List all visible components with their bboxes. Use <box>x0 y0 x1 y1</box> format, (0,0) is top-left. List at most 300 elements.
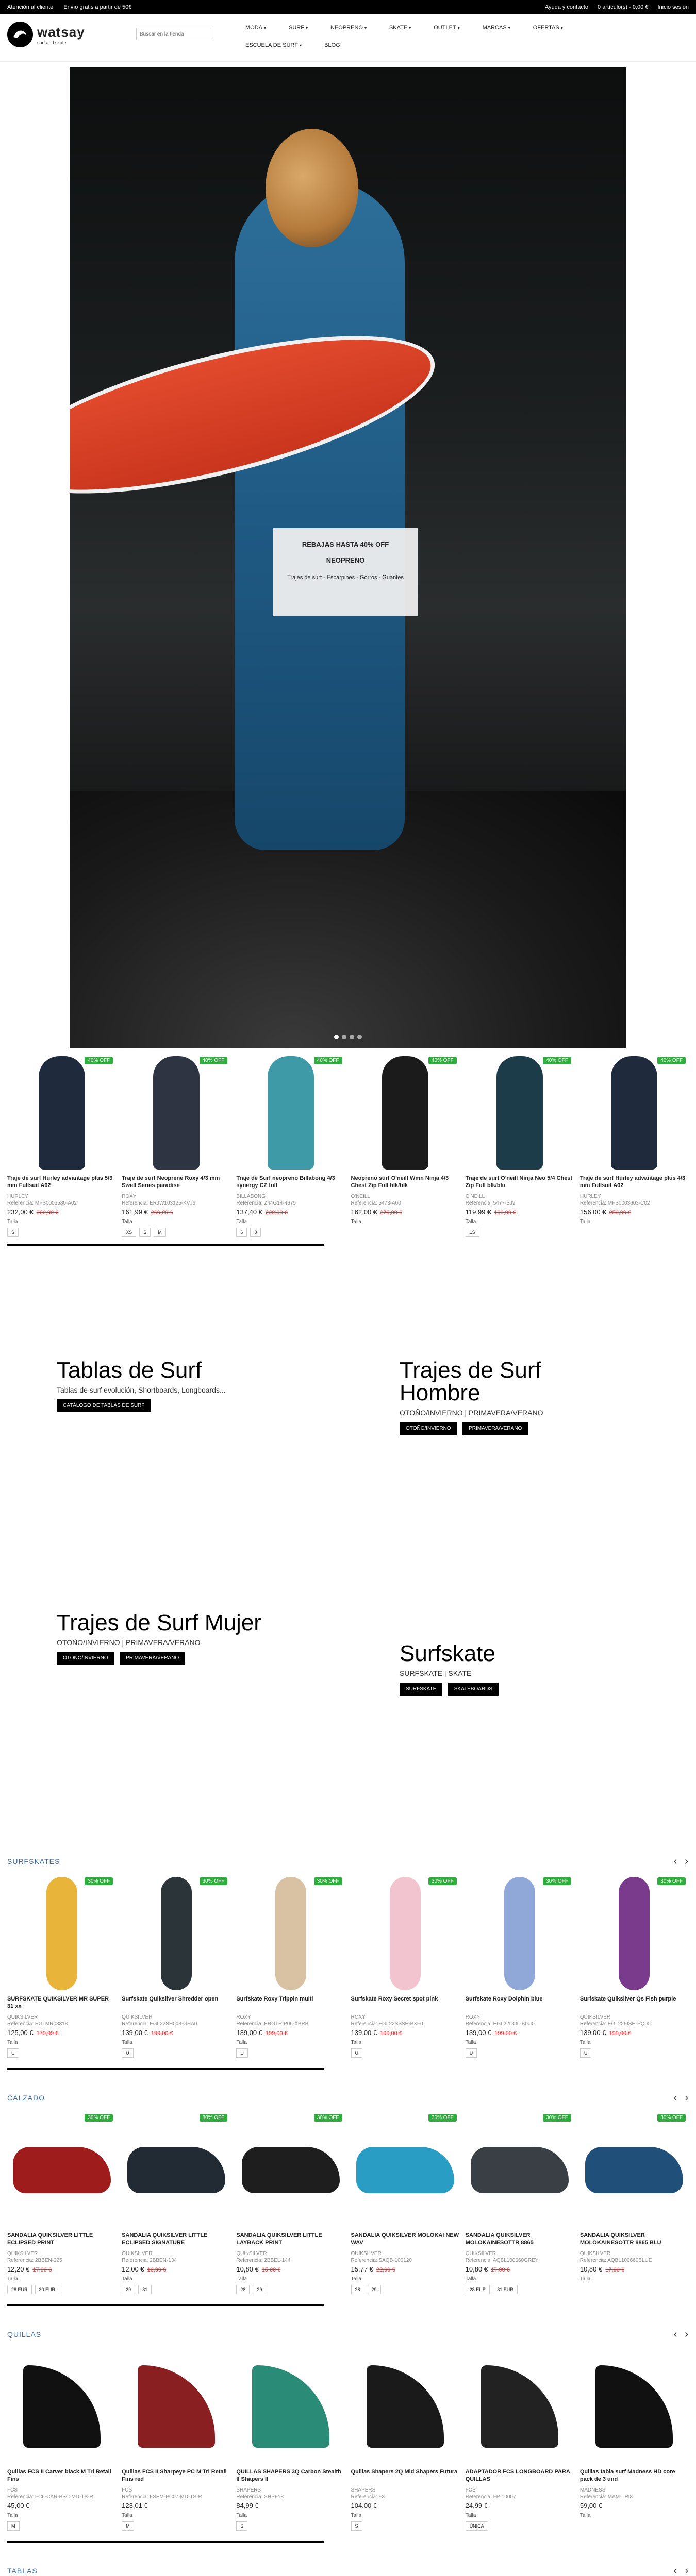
product-price: 45,00 € <box>7 2502 30 2510</box>
product-name[interactable]: SANDALIA QUIKSILVER LITTLE ECLIPSED SIGNATURE <box>122 2232 208 2246</box>
men-spring-summer-button[interactable]: PRIMAVERA/VERANO <box>462 1422 528 1435</box>
login-link[interactable]: Inicio sesión <box>657 4 689 10</box>
chevron-down-icon: ▾ <box>508 26 510 30</box>
wetsuit-products <box>0 1054 696 1246</box>
prev-arrow-icon[interactable]: ‹ <box>673 1855 678 1867</box>
size-option[interactable]: 28 <box>351 2285 364 2294</box>
product-old-price: 199,00 € <box>265 2030 288 2037</box>
product-name[interactable]: SANDALIA QUIKSILVER MOLOKAINESOTTR 8865 BLU <box>579 2232 661 2246</box>
size-options <box>466 2521 574 2531</box>
hero-promo-box[interactable] <box>273 528 418 616</box>
product-image[interactable] <box>122 1054 230 1172</box>
product-image[interactable] <box>580 1874 689 1993</box>
product-reference: Referencia: SAQB-100120 <box>351 2258 412 2263</box>
size-option[interactable]: 28 EUR <box>466 2285 490 2294</box>
prev-arrow-icon[interactable]: ‹ <box>673 2565 678 2576</box>
product-photo <box>138 2365 215 2448</box>
product-image[interactable] <box>351 1054 460 1172</box>
product-price: 10,80 € <box>579 2265 603 2273</box>
carousel-progress-bar <box>7 2304 324 2306</box>
product-image[interactable] <box>236 1054 345 1172</box>
product-price: 137,40 € <box>236 1208 262 1216</box>
product-card[interactable] <box>580 1054 689 1237</box>
product-card[interactable] <box>466 1054 574 1237</box>
size-label: Talla <box>122 2040 132 2045</box>
product-image[interactable] <box>7 2111 116 2229</box>
product-card[interactable] <box>7 2347 116 2531</box>
product-brand: BILLABONG <box>236 1194 266 1199</box>
product-card[interactable] <box>122 1054 230 1237</box>
next-arrow-icon[interactable]: › <box>685 2092 689 2104</box>
product-card[interactable] <box>7 1054 116 1237</box>
product-reference: Referencia: F3 <box>351 2494 385 2500</box>
price-block <box>580 2265 689 2273</box>
discount-badge: 40% OFF <box>314 1057 342 1064</box>
nav-item[interactable] <box>234 39 313 57</box>
product-brand: FCS <box>122 2487 132 2493</box>
product-name[interactable]: Surfskate Quiksilver Qs Fish purple <box>579 1996 676 2002</box>
price-block <box>466 1208 574 1216</box>
product-card[interactable] <box>122 1874 230 2058</box>
cart-link[interactable]: 0 artículo(s) - 0,00 € <box>598 4 649 10</box>
price-block <box>7 2502 116 2510</box>
next-arrow-icon[interactable]: › <box>685 2565 689 2576</box>
price-block <box>580 2502 689 2510</box>
product-name[interactable]: Quillas FCS II Sharpeye PC M Tri Retail Fins red <box>122 2469 227 2482</box>
product-price: 15,77 € <box>351 2265 373 2273</box>
product-name[interactable]: ADAPTADOR FCS LONGBOARD PARA QUILLAS <box>465 2469 570 2482</box>
section-title: TABLAS <box>7 2567 38 2575</box>
product-image[interactable] <box>122 2347 230 2466</box>
product-image[interactable] <box>122 1874 230 1993</box>
size-option[interactable]: U <box>580 2048 592 2058</box>
product-brand: QUIKSILVER <box>7 2014 38 2020</box>
category-men-wetsuits[interactable] <box>400 1359 616 1435</box>
product-image[interactable] <box>466 1874 574 1993</box>
surfskate-button[interactable]: SURFSKATE <box>400 1683 442 1696</box>
size-option[interactable]: 31 <box>138 2285 152 2294</box>
product-image[interactable] <box>466 2347 574 2466</box>
product-card[interactable] <box>236 1054 345 1237</box>
product-brand: SHAPERS <box>236 2487 261 2493</box>
size-option[interactable]: U <box>466 2048 477 2058</box>
product-photo <box>161 1877 192 1990</box>
product-reference: Referencia: SHPF18 <box>236 2494 284 2500</box>
nav-item[interactable] <box>422 22 471 39</box>
price-block <box>580 2029 689 2037</box>
size-option[interactable]: 29 <box>368 2285 381 2294</box>
product-image[interactable] <box>466 2111 574 2229</box>
size-options <box>7 2285 116 2294</box>
product-name[interactable]: Traje de surf O'neill Ninja Neo 5/4 Chest Zip Full blk/blu <box>465 1175 573 1189</box>
product-price: 139,00 € <box>579 2029 606 2037</box>
product-name[interactable]: Traje de surf Neoprene Roxy 4/3 mm Swell Series paradise <box>122 1175 220 1189</box>
size-label: Talla <box>351 2040 362 2045</box>
product-brand: HURLEY <box>7 1194 28 1199</box>
category-subtitle: Tablas de surf evolución, Shortboards, Longboards... <box>57 1386 226 1394</box>
product-name[interactable]: Traje de Surf neopreno Billabong 4/3 synergy CZ full <box>236 1175 335 1189</box>
product-photo <box>382 1056 428 1170</box>
women-spring-summer-button[interactable]: PRIMAVERA/VERANO <box>120 1652 185 1665</box>
nav-item[interactable] <box>471 22 522 39</box>
nav-item[interactable] <box>234 22 277 39</box>
product-brand: FCS <box>7 2487 18 2493</box>
product-card[interactable] <box>122 2347 230 2531</box>
carousel-dots <box>334 1035 362 1039</box>
product-name[interactable]: Traje de surf Hurley advantage plus 5/3 mm Fullsuit A02 <box>7 1175 113 1189</box>
product-brand: ROXY <box>122 1194 137 1199</box>
size-options <box>466 1228 574 1237</box>
product-card[interactable] <box>466 2111 574 2294</box>
size-label: Talla <box>465 2040 476 2045</box>
product-card[interactable] <box>236 1874 345 2058</box>
product-image[interactable] <box>7 2347 116 2466</box>
product-brand: QUIKSILVER <box>351 2251 382 2257</box>
product-name[interactable]: SANDALIA QUIKSILVER MOLOKAI NEW WAV <box>351 2232 459 2246</box>
product-name[interactable]: SANDALIA QUIKSILVER LITTLE LAYBACK PRINT <box>236 2232 322 2246</box>
size-option[interactable]: U <box>236 2048 248 2058</box>
skateboards-button[interactable]: SKATEBOARDS <box>448 1683 499 1696</box>
product-photo <box>471 2147 569 2193</box>
product-image[interactable] <box>351 2111 460 2229</box>
price-block <box>7 2029 116 2037</box>
size-option[interactable]: 6 <box>236 1228 247 1237</box>
product-reference: Referencia: 5477-SJ9 <box>465 1200 516 1206</box>
product-reference: Referencia: MAM-TRI3 <box>579 2494 633 2500</box>
main-nav <box>234 22 647 57</box>
discount-badge: 40% OFF <box>85 1057 113 1064</box>
size-option[interactable]: M <box>7 2521 20 2531</box>
product-photo <box>496 1056 543 1170</box>
size-option[interactable]: 1S <box>466 1228 479 1237</box>
nav-item-label: ESCUELA DE SURF <box>245 42 299 48</box>
product-name[interactable]: Quillas Shapers 2Q Mid Shapers Futura <box>351 2469 458 2475</box>
product-name[interactable]: SANDALIA QUIKSILVER MOLOKAINESOTTR 8865 <box>465 2232 534 2246</box>
product-reference: Referencia: 2BBEN-134 <box>122 2258 177 2263</box>
section-title: QUILLAS <box>7 2330 42 2338</box>
product-name[interactable]: Surfskate Roxy Secret spot pink <box>351 1996 438 2002</box>
product-image[interactable] <box>351 1874 460 1993</box>
price-block <box>122 2502 230 2510</box>
product-reference: Referencia: ERJW103125-KVJ6 <box>122 1200 196 1206</box>
price-block <box>351 2265 460 2273</box>
product-reference: Referencia: EGL22DOL-BGJ0 <box>465 2021 535 2027</box>
product-brand: QUIKSILVER <box>579 2014 611 2020</box>
product-image[interactable] <box>122 2111 230 2229</box>
product-image[interactable] <box>351 2347 460 2466</box>
product-photo <box>356 2147 454 2193</box>
product-reference: Referencia: 5473-A00 <box>351 1200 401 1206</box>
category-women-wetsuits[interactable] <box>57 1612 314 1665</box>
product-old-price: 199,99 € <box>494 1210 517 1216</box>
carousel-dot[interactable] <box>357 1035 362 1039</box>
chevron-down-icon: ▾ <box>305 26 308 30</box>
size-options <box>351 2285 460 2294</box>
product-photo <box>127 2147 225 2193</box>
category-title: Trajes de Surf Hombre <box>400 1358 541 1405</box>
carousel-dot[interactable] <box>342 1035 346 1039</box>
size-option[interactable]: ÚNICA <box>466 2521 488 2531</box>
size-options <box>236 1228 345 1237</box>
nav-item-label: NEOPRENO <box>330 25 363 31</box>
nav-item[interactable] <box>378 22 422 39</box>
product-name[interactable]: Quillas tabla surf Madness HD core pack de 3 und <box>579 2469 675 2482</box>
product-price: 162,00 € <box>351 1208 377 1216</box>
discount-badge: 30% OFF <box>428 2114 457 2122</box>
product-reference: Referencia: MFS0003603-C02 <box>579 1200 650 1206</box>
price-block <box>236 2502 345 2510</box>
size-option[interactable]: U <box>7 2048 19 2058</box>
section-title: SURFSKATES <box>7 1857 60 1866</box>
discount-badge: 30% OFF <box>85 2114 113 2122</box>
chevron-down-icon: ▾ <box>457 26 460 30</box>
category-banners <box>0 1246 696 1854</box>
product-price: 123,01 € <box>122 2502 148 2510</box>
product-photo <box>619 1877 650 1990</box>
size-option[interactable]: XS <box>122 1228 136 1237</box>
category-title: Surfskate <box>400 1641 495 1666</box>
product-photo <box>275 1877 306 1990</box>
product-photo <box>46 1877 77 1990</box>
product-image[interactable] <box>580 2111 689 2229</box>
product-price: 10,80 € <box>465 2265 488 2273</box>
women-autumn-winter-button[interactable]: OTOÑO/INVIERNO <box>57 1652 114 1665</box>
next-arrow-icon[interactable]: › <box>685 2328 689 2340</box>
product-price: 10,80 € <box>236 2265 259 2273</box>
product-card[interactable] <box>7 1874 116 2058</box>
size-label: Talla <box>122 1219 132 1225</box>
size-label: Talla <box>236 2040 247 2045</box>
size-option[interactable]: 28 <box>236 2285 250 2294</box>
product-old-price: 22,00 € <box>376 2267 395 2273</box>
product-card[interactable] <box>580 1874 689 2058</box>
prev-arrow-icon[interactable]: ‹ <box>673 2328 678 2340</box>
product-name[interactable]: Surfskate Roxy Trippin multi <box>236 1996 313 2002</box>
product-photo <box>504 1877 535 1990</box>
brand-tagline: surf and skate <box>37 40 67 45</box>
product-old-price: 199,00 € <box>380 2030 402 2037</box>
product-card[interactable] <box>351 2347 460 2531</box>
product-photo <box>252 2365 329 2448</box>
size-option[interactable]: U <box>122 2048 134 2058</box>
price-block <box>122 2029 230 2037</box>
product-card[interactable] <box>7 2111 116 2294</box>
product-reference: Referencia: Z44G14-4675 <box>236 1200 296 1206</box>
product-price: 156,00 € <box>579 1208 606 1216</box>
shipping-notice: Envío gratis a partir de 50€ <box>63 4 132 10</box>
category-title: Trajes de Surf Mujer <box>57 1610 261 1635</box>
product-image[interactable] <box>466 1054 574 1172</box>
size-option[interactable]: 29 <box>122 2285 135 2294</box>
size-label: Talla <box>579 2513 591 2518</box>
product-name[interactable]: Neopreno surf O'neill Wmn Ninja 4/3 Chest Zip Full blk/blk <box>351 1175 449 1189</box>
product-card[interactable] <box>351 2111 460 2294</box>
product-brand: QUIKSILVER <box>7 2251 38 2257</box>
help-link[interactable]: Atención al cliente <box>7 4 54 10</box>
product-price: 84,99 € <box>236 2502 259 2510</box>
size-label: Talla <box>7 1219 18 1225</box>
hero-promo-links[interactable]: Trajes de surf - Escarpines - Gorros - Guantes <box>287 574 404 581</box>
product-image[interactable] <box>7 1054 116 1172</box>
product-image[interactable] <box>580 1054 689 1172</box>
nav-item[interactable] <box>313 39 352 57</box>
size-label: Talla <box>579 2040 591 2045</box>
size-options <box>7 2521 116 2531</box>
product-name[interactable]: SURFSKATE QUIKSILVER MR SUPER 31 xx <box>7 1996 109 2009</box>
product-reference: Referencia: EGLMR03318 <box>7 2021 68 2027</box>
men-autumn-winter-button[interactable]: OTOÑO/INVIERNO <box>400 1422 457 1435</box>
product-brand: SHAPERS <box>351 2487 376 2493</box>
size-label: Talla <box>122 2513 132 2518</box>
nav-item[interactable] <box>277 22 319 39</box>
product-old-price: 17,00 € <box>605 2267 624 2273</box>
product-reference: Referencia: EGL22FISH-PQ00 <box>579 2021 651 2027</box>
product-price: 139,00 € <box>465 2029 492 2037</box>
size-option[interactable]: S <box>139 1228 151 1237</box>
size-option[interactable]: S <box>7 1228 19 1237</box>
product-brand: ROXY <box>465 2014 480 2020</box>
product-brand: HURLEY <box>579 1194 601 1199</box>
discount-badge: 30% OFF <box>314 2114 342 2122</box>
product-image[interactable] <box>236 2111 345 2229</box>
size-options <box>466 2048 574 2058</box>
price-block <box>351 1208 460 1216</box>
nav-item[interactable] <box>522 22 574 39</box>
product-name[interactable]: SANDALIA QUIKSILVER LITTLE ECLIPSED PRINT <box>7 2232 93 2246</box>
size-label: Talla <box>351 2276 362 2282</box>
nav-item-label: SURF <box>289 25 304 31</box>
product-card[interactable] <box>466 1874 574 2058</box>
nav-item-label: OFERTAS <box>533 25 559 31</box>
search-input[interactable] <box>136 28 213 40</box>
size-label: Talla <box>465 2513 476 2518</box>
site-logo[interactable] <box>7 22 136 47</box>
discount-badge: 30% OFF <box>657 2114 686 2122</box>
category-subtitle: OTOÑO/INVIERNO | PRIMAVERA/VERANO <box>57 1638 201 1647</box>
footwear-section <box>0 2090 696 2306</box>
product-image[interactable] <box>7 1874 116 1993</box>
surfboard-catalog-button[interactable]: CATÁLOGO DE TABLAS DE SURF <box>57 1399 151 1412</box>
product-old-price: 17,00 € <box>491 2267 510 2273</box>
discount-badge: 30% OFF <box>657 1877 686 1885</box>
contact-link[interactable]: Ayuda y contacto <box>544 4 589 10</box>
discount-badge: 40% OFF <box>657 1057 686 1064</box>
wave-logo-icon <box>7 22 33 47</box>
nav-item-label: BLOG <box>324 42 340 48</box>
hero-surfer-wetsuit <box>235 180 405 850</box>
prev-arrow-icon[interactable]: ‹ <box>673 2092 678 2104</box>
product-photo <box>611 1056 657 1170</box>
category-subtitle: OTOÑO/INVIERNO | PRIMAVERA/VERANO <box>400 1409 543 1417</box>
boards-section <box>0 2563 696 2576</box>
product-card[interactable] <box>351 1874 460 2058</box>
size-options <box>7 1228 116 1237</box>
product-brand: O'NEILL <box>465 1194 485 1199</box>
size-option[interactable]: S <box>351 2521 362 2531</box>
product-brand: QUIKSILVER <box>465 2251 496 2257</box>
size-option[interactable]: 31 EUR <box>493 2285 518 2294</box>
product-photo <box>481 2365 558 2448</box>
product-card[interactable] <box>580 2347 689 2531</box>
size-options <box>7 2048 116 2058</box>
size-options <box>122 2285 230 2294</box>
product-card[interactable] <box>122 2111 230 2294</box>
product-brand: FCS <box>465 2487 476 2493</box>
price-block <box>236 2029 345 2037</box>
product-name[interactable]: Surfskate Roxy Dolphin blue <box>465 1996 543 2002</box>
size-options <box>466 2285 574 2294</box>
nav-item-label: SKATE <box>389 25 408 31</box>
discount-badge: 30% OFF <box>428 1877 457 1885</box>
product-old-price: 199,00 € <box>494 2030 517 2037</box>
carousel-dot[interactable] <box>350 1035 354 1039</box>
product-image[interactable] <box>236 2347 345 2466</box>
hero-promo-category: NEOPRENO <box>326 556 365 564</box>
size-option[interactable]: S <box>236 2521 247 2531</box>
size-label: Talla <box>236 2276 247 2282</box>
surfskates-section <box>0 1854 696 2070</box>
carousel-dot[interactable] <box>334 1035 339 1039</box>
size-label: Talla <box>122 2276 132 2282</box>
size-option[interactable]: 8 <box>250 1228 261 1237</box>
product-image[interactable] <box>580 2347 689 2466</box>
category-surfskate[interactable] <box>400 1642 657 1696</box>
product-old-price: 259,99 € <box>609 1210 632 1216</box>
category-surfboards[interactable] <box>57 1359 314 1412</box>
product-card[interactable] <box>580 2111 689 2294</box>
product-price: 139,00 € <box>122 2029 148 2037</box>
size-label: Talla <box>351 2513 362 2518</box>
product-reference: Referencia: FCII-CAR-BBC-MD-TS-R <box>7 2494 93 2500</box>
category-title: Tablas de Surf <box>57 1358 202 1383</box>
size-options <box>122 2048 230 2058</box>
product-image[interactable] <box>236 1874 345 1993</box>
size-option[interactable]: M <box>122 2521 134 2531</box>
product-old-price: 16,99 € <box>147 2267 167 2273</box>
size-option[interactable]: 29 <box>253 2285 266 2294</box>
size-option[interactable]: 28 EUR <box>7 2285 32 2294</box>
product-brand: QUIKSILVER <box>122 2014 153 2020</box>
size-option[interactable]: 30 EUR <box>35 2285 60 2294</box>
product-brand: QUIKSILVER <box>236 2251 267 2257</box>
size-option[interactable]: U <box>351 2048 363 2058</box>
product-photo <box>153 1056 200 1170</box>
product-price: 125,00 € <box>7 2029 34 2037</box>
product-card[interactable] <box>466 2347 574 2531</box>
product-photo <box>23 2365 101 2448</box>
site-header <box>0 14 696 62</box>
product-card[interactable] <box>236 2347 345 2531</box>
top-bar <box>0 0 696 14</box>
nav-item[interactable] <box>319 22 378 39</box>
product-name[interactable]: Quillas FCS II Carver black M Tri Retail Fins <box>7 2469 111 2482</box>
product-brand: MADNESS <box>579 2487 606 2493</box>
product-brand: O'NEILL <box>351 1194 370 1199</box>
discount-badge: 30% OFF <box>543 1877 571 1885</box>
size-option[interactable]: M <box>154 1228 166 1237</box>
size-label: Talla <box>236 1219 247 1225</box>
product-name[interactable]: Traje de surf Hurley advantage plus 4/3 mm Fullsuit A02 <box>579 1175 686 1189</box>
product-name[interactable]: Surfskate Quiksilver Shredder open <box>122 1996 219 2002</box>
hero-banner[interactable] <box>70 67 626 1048</box>
product-card[interactable] <box>351 1054 460 1237</box>
next-arrow-icon[interactable]: › <box>685 1855 689 1867</box>
chevron-down-icon: ▾ <box>264 26 267 30</box>
price-block <box>466 2502 574 2510</box>
product-card[interactable] <box>236 2111 345 2294</box>
product-name[interactable]: QUILLAS SHAPERS 3Q Carbon Stealth II Shapers II <box>236 2469 341 2482</box>
product-photo <box>268 1056 314 1170</box>
